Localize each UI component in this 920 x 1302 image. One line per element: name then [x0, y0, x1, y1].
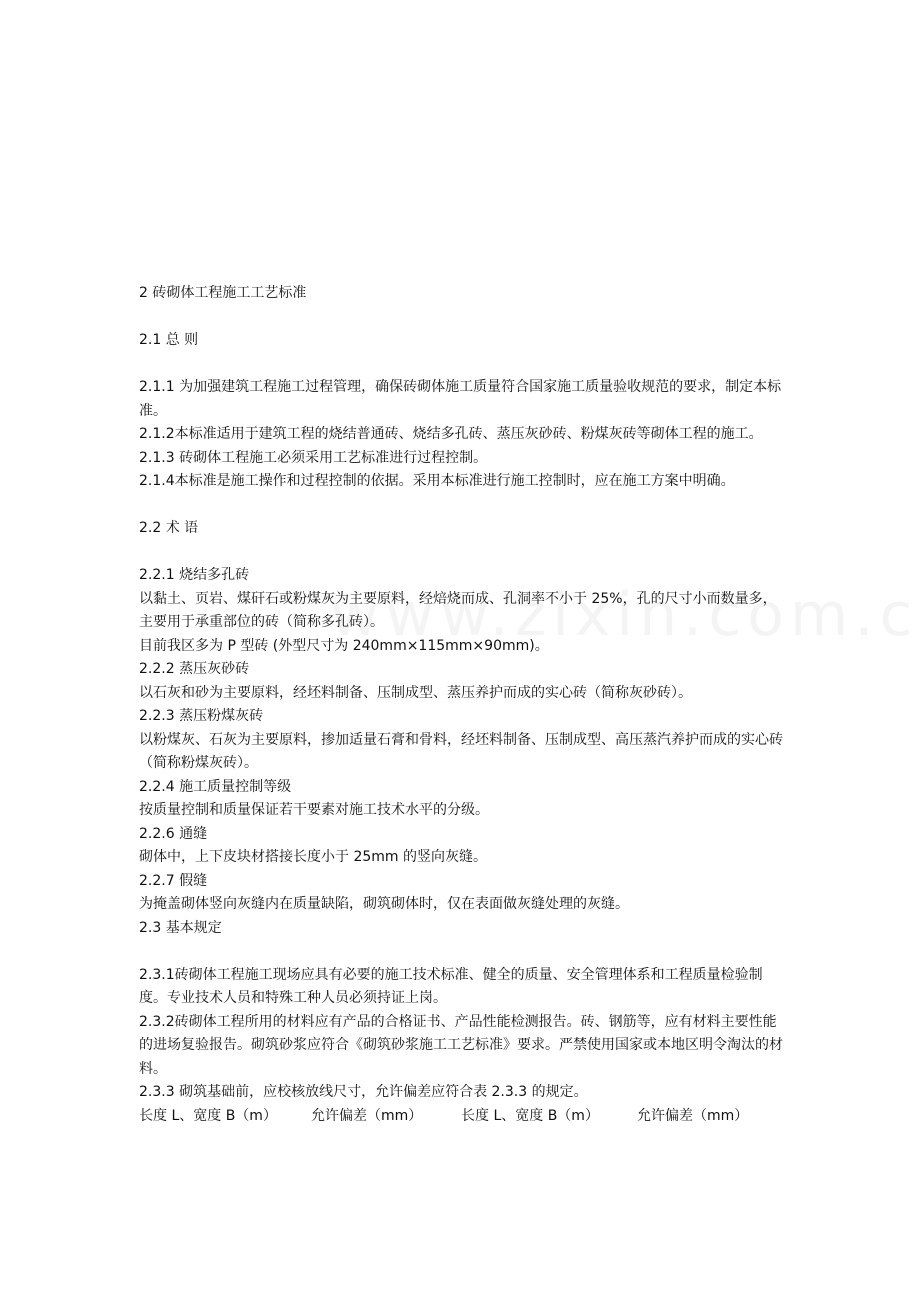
- term-2-2-3-title: 2.2.3 蒸压粉煤灰砖: [139, 708, 264, 724]
- term-2-2-7-title: 2.2.7 假缝: [139, 872, 208, 889]
- term-2-2-6-definition: 砌体中，上下皮块材搭接长度小于 25mm 的竖向灰缝。: [139, 849, 487, 865]
- table-header-length-width-2: 长度 L、宽度 B（m）: [461, 1107, 599, 1124]
- term-2-2-2-definition: 以石灰和砂为主要原料，经坯料制备、压制成型、蒸压养护而成的实心砖（简称灰砂砖）。: [139, 684, 692, 701]
- term-2-2-4-title: 2.2.4 施工质量控制等级: [139, 778, 292, 795]
- tolerance-table-header: [139, 1105, 789, 1129]
- section-2-2-heading: 2.2 术 语: [139, 520, 199, 536]
- section-2-1-heading: 2.1 总 则: [139, 332, 199, 348]
- table-header-tolerance-2: 允许偏差（mm）: [637, 1107, 749, 1124]
- paragraph-2-3-2: 2.3.2砖砌体工程所用的材料应有产品的合格证书、产品性能检测报告。砖、钢筋等，应有材料主要性能的进场复验报告。砌筑砂浆应符合《砌筑砂浆施工工艺标准》要求。严禁使用国家或本地区明令淘汰的材料。: [139, 1013, 783, 1077]
- term-2-2-2-title: 2.2.2 蒸压灰砂砖: [139, 661, 250, 677]
- term-2-2-7-definition: 为掩盖砌体竖向灰缝内在质量缺陷，砌筑砌体时，仅在表面做灰缝处理的灰缝。: [139, 896, 629, 912]
- paragraph-2-3-1: 2.3.1砖砌体工程施工现场应具有必要的施工技术标准、健全的质量、安全管理体系和工程质量检验制度。专业技术人员和特殊工种人员必须持证上岗。: [139, 966, 763, 1006]
- chapter-heading: 2 砖砌体工程施工工艺标准: [139, 285, 307, 301]
- term-2-2-4-definition: 按质量控制和质量保证若干要素对施工技术水平的分级。: [139, 802, 489, 818]
- paragraph-2-1-3: 2.1.3 砖砌体工程施工必须采用工艺标准进行过程控制。: [139, 449, 488, 466]
- term-2-2-6-title: 2.2.6 通缝: [139, 825, 208, 842]
- term-2-2-1-note: 目前我区多为 P 型砖 (外型尺寸为 240mm×115mm×90mm)。: [139, 637, 549, 654]
- document-body: [139, 282, 789, 1128]
- section-2-3-heading: 2.3 基本规定: [139, 919, 222, 936]
- table-header-length-width-1: 长度 L、宽度 B（m）: [139, 1107, 277, 1124]
- paragraph-2-1-4: 2.1.4本标准是施工操作和过程控制的依据。采用本标准进行施工控制时，应在施工方案中明确。: [139, 473, 735, 489]
- term-2-2-1-title: 2.2.1 烧结多孔砖: [139, 567, 250, 583]
- term-2-2-1-definition: 以黏土、页岩、煤矸石或粉煤灰为主要原料，经焙烧而成、孔洞率不小于 25%，孔的尺寸小而数量多，主要用于承重部位的砖（简称多孔砖）。: [139, 590, 777, 630]
- paragraph-2-1-2: 2.1.2本标准适用于建筑工程的烧结普通砖、烧结多孔砖、蒸压灰砂砖、粉煤灰砖等砌体工程的施工。: [139, 426, 763, 442]
- table-header-tolerance-1: 允许偏差（mm）: [311, 1107, 423, 1124]
- paragraph-2-1-1: 2.1.1 为加强建筑工程施工过程管理，确保砖砌体施工质量符合国家施工质量验收规范的要求，制定本标准。: [139, 379, 782, 419]
- paragraph-2-3-3: 2.3.3 砌筑基础前，应校核放线尺寸，允许偏差应符合表 2.3.3 的规定。: [139, 1084, 588, 1100]
- term-2-2-3-definition: 以粉煤灰、石灰为主要原料，掺加适量石膏和骨料，经坯料制备、压制成型、高压蒸汽养护而成的实心砖（简称粉煤灰砖）。: [139, 731, 783, 771]
